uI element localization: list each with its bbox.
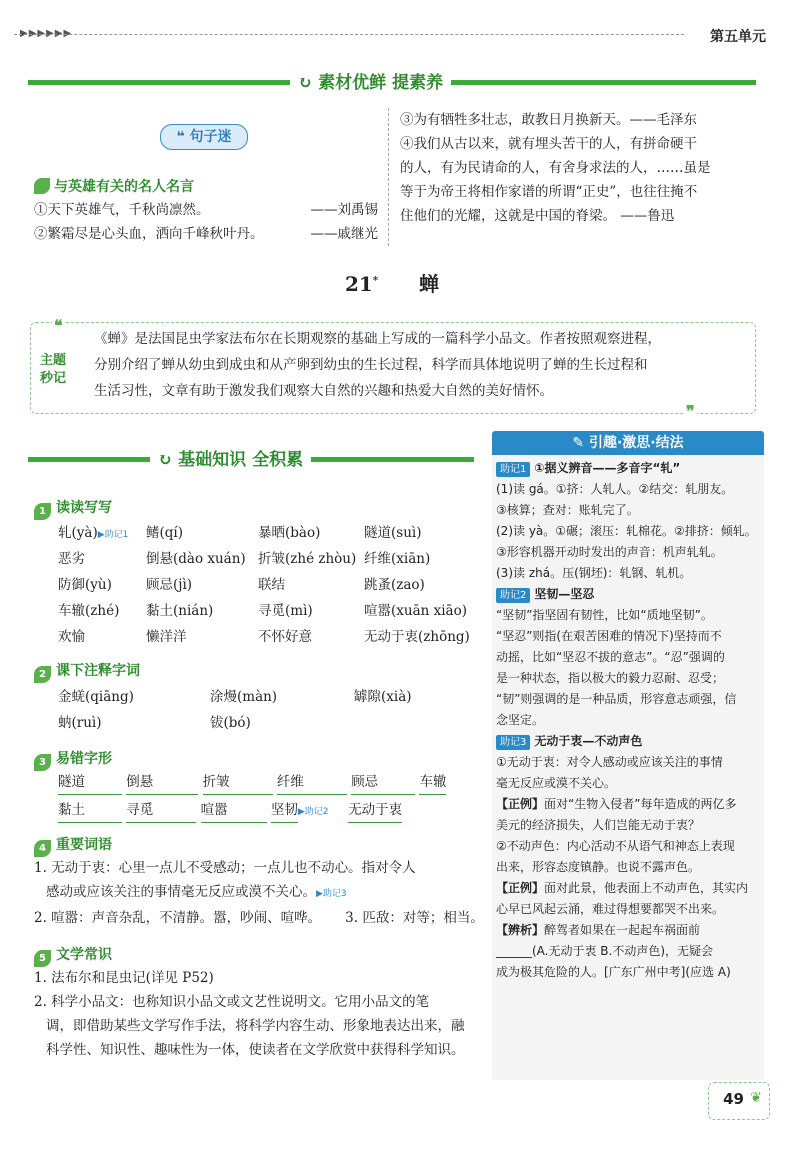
- tips-line: [496, 920, 766, 941]
- tips-line: [496, 794, 766, 815]
- tip-tag: 助记2: [496, 588, 530, 603]
- tips-line: [496, 815, 766, 836]
- tips-text: 醉驾者如果在一起起车祸面前: [544, 923, 701, 937]
- table-row: 防御(yù) 顾忌(jì) 联结 跳蚤(zao): [58, 577, 425, 593]
- number-leaf-icon: 2: [34, 666, 51, 683]
- literature-heading: 5 文学常识: [34, 944, 112, 967]
- summary-line: 《蝉》是法国昆虫学家法布尔在长期观察的基础上写成的一篇科学小品文。作者按照观察进程，: [94, 331, 661, 347]
- quote-line: 等于为帝王将相作家谱的所谓“正史”，也往往掩不: [400, 184, 698, 200]
- example-label: 【辨析】: [496, 923, 545, 937]
- lesson-title: 21* 蝉: [345, 272, 440, 296]
- tips-line: [496, 731, 766, 752]
- quote-line: 的人，有为民请命的人，有舍身求法的人，……虽是: [400, 160, 711, 176]
- tips-line: [496, 647, 766, 668]
- summary-line: 分别介绍了蝉从幼虫到成虫和从产卵到幼虫的生长过程，科学而具体地说明了蝉的生长过程和: [94, 357, 648, 373]
- vocab-item: 2. 喧嚣：声音杂乱，不清静。嚣，吵闹、喧哗。 3. 匹敌：对等；相当。: [34, 910, 484, 926]
- tips-line: [496, 668, 766, 689]
- tips-text: ①据义辨音——多音字“轧”: [534, 461, 681, 475]
- tips-line: [496, 899, 766, 920]
- tips-line: [496, 710, 766, 731]
- vocab-item: 感动或应该关注的事情毫无反应或漠不关心。▶助记3: [46, 884, 347, 900]
- tips-text: “坚忍”则指(在艰苦困难的情况下)坚持而不: [496, 629, 722, 643]
- tips-text: 无动于衷—不动声色: [534, 734, 643, 748]
- example-label: 【正例】: [496, 797, 545, 811]
- literature-item: 科学性、知识性、趣味性为一体，使读者在文学欣赏中获得科学知识。: [46, 1042, 465, 1058]
- tip-tag: 助记1: [496, 462, 530, 477]
- tips-text: 坚韧—坚忍: [534, 587, 595, 601]
- tips-text: ______(A.无动于衷 B.不动声色)，无疑会: [496, 944, 714, 958]
- tips-line: [496, 941, 766, 962]
- tips-line: [496, 836, 766, 857]
- literature-item: 1. 法布尔和昆虫记(详见 P52): [34, 970, 214, 986]
- tips-line: [496, 962, 766, 983]
- tips-text: 毫无反应或漠不关心。: [496, 776, 617, 790]
- tips-line: [496, 542, 766, 563]
- tips-line: [496, 773, 766, 794]
- table-row: 欢愉 懒洋洋 不怀好意 无动于衷(zhōng): [58, 629, 470, 645]
- summary-line: 生活习性，文章有助于激发我们观察大自然的兴趣和热爱大自然的美好情怀。: [94, 383, 553, 399]
- summary-label: 主题 秒记: [40, 353, 67, 386]
- header-arrows: ▶▶▶▶▶▶: [20, 28, 73, 39]
- tips-text: (2)读 yà。①碾；滚压：轧棉花。②排挤：倾轧。: [496, 524, 757, 538]
- tips-line: [496, 752, 766, 773]
- reading-table: [58, 518, 474, 648]
- reader-icon: ✎: [572, 435, 585, 451]
- tips-panel: [496, 458, 766, 983]
- tips-text: “坚韧”指坚固有韧性，比如“质地坚韧”。: [496, 608, 713, 622]
- notes-heading: 2 课下注释字词: [34, 660, 140, 683]
- number-leaf-icon: 3: [34, 754, 51, 771]
- tips-text: 念坚定。: [496, 713, 545, 727]
- reading-heading: 1 读读写写: [34, 497, 112, 520]
- tips-text: 美元的经济损失，人们岂能无动于衷？: [496, 818, 701, 832]
- table-row: 轧(yà)▶助记1 鳍(qí) 暴晒(bào) 隧道(suì): [58, 525, 422, 541]
- table-row: 金蜣(qiāng) 涂熳(màn) 罅隙(xià): [58, 689, 412, 705]
- tips-text: 面对“生物入侵者”每年造成的两亿多: [544, 797, 737, 811]
- typos-heading: 3 易错字形: [34, 748, 112, 771]
- quote-item: ②繁霜尽是心头血，洒向千峰秋叶丹。 ——戚继光: [34, 226, 378, 242]
- tips-text: 面对此景，他表面上不动声色，其实内: [544, 881, 749, 895]
- quotes-right: [400, 108, 756, 228]
- section1-title: ↻ 素材优鲜 提素养: [290, 68, 451, 93]
- quote-item: ①天下英雄气，千秋尚凛然。 ——刘禹锡: [34, 202, 378, 218]
- tips-text: ②不动声色：内心活动不从语气和神态上表现: [496, 839, 735, 853]
- quote-line: ④我们从古以来，就有埋头苦干的人，有拼命硬干: [400, 136, 697, 152]
- tips-panel-header: ✎ 引趣·激思·结法: [492, 431, 764, 455]
- tips-text: 出来，形容态度镇静。也说不露声色。: [496, 860, 701, 874]
- vocab-item: 1. 无动于衷：心里一点儿不受感动；一点儿也不动心。指对令人: [34, 860, 416, 876]
- tips-line: [496, 689, 766, 710]
- typos-row: 隧道 倒悬 折皱 纤维 顾忌 车辙: [58, 770, 446, 795]
- literature-item: 调，即借助某些文学写作手法，将科学内容生动、形象地表达出来，融: [46, 1018, 465, 1034]
- tips-line: [496, 500, 766, 521]
- typos-row: 黏土 寻觅 喧嚣 坚韧▶助记2 无动于衷: [58, 798, 402, 824]
- quote-line: 住他们的光耀，这就是中国的脊梁。 ——鲁迅: [400, 208, 675, 224]
- tips-text: ①无动于衷：对令人感动或应该关注的事情: [496, 755, 723, 769]
- tips-line: [496, 563, 766, 584]
- quotes-left: [34, 198, 378, 246]
- unit-title: 第五单元: [710, 29, 766, 45]
- vocab-heading: 4 重要词语: [34, 834, 112, 857]
- tips-text: (1)读 gá。①挤：人轧人。②结交：轧朋友。: [496, 482, 734, 496]
- tips-line: [496, 458, 766, 479]
- number-leaf-icon: 1: [34, 503, 51, 520]
- tips-text: ③核算；查对：账轧完了。: [496, 503, 639, 517]
- tips-text: 是一种状态，指以极大的毅力忍耐、忍受；: [496, 671, 725, 685]
- section2-title: ↻ 基础知识 全积累: [150, 445, 311, 470]
- tips-line: [496, 626, 766, 647]
- tips-text: “韧”则强调的是一种品质，形容意志顽强，信: [496, 692, 737, 706]
- leaf-icon: [34, 178, 50, 194]
- quotes-heading: 与英雄有关的名人名言: [34, 176, 194, 196]
- tips-line: [496, 878, 766, 899]
- tips-text: ③形容机器开动时发出的声音：机声轧轧。: [496, 545, 723, 559]
- tips-line: [496, 521, 766, 542]
- number-leaf-icon: 4: [34, 840, 51, 857]
- summary-text: [94, 326, 754, 404]
- quotes-divider: [388, 108, 389, 246]
- table-row: 恶劣 倒悬(dào xuán) 折皱(zhé zhòu) 纤维(xiān): [58, 551, 431, 567]
- tips-text: 心早已风起云涌，难过得想要都哭不出来。: [496, 902, 725, 916]
- tips-text: 成为极其危险的人。[广东广州中考](应选 A): [496, 965, 731, 979]
- refresh-icon: ↻: [158, 450, 173, 470]
- tips-line: [496, 479, 766, 500]
- open-quote-icon: ❝: [54, 316, 63, 335]
- sentence-badge: ❝ 句子迷: [160, 124, 248, 150]
- tips-line: [496, 605, 766, 626]
- tip-tag: 助记3: [496, 735, 530, 750]
- quote-line: ③为有牺牲多壮志，敢教日月换新天。——毛泽东: [400, 112, 697, 128]
- refresh-icon: ↻: [298, 73, 313, 93]
- tips-line: [496, 584, 766, 605]
- tips-line: [496, 857, 766, 878]
- literature-item: 2. 科学小品文：也称知识小品文或文艺性说明文。它用小品文的笔: [34, 994, 430, 1010]
- tips-text: 动摇，比如“坚忍不拔的意志”。“忍”强调的: [496, 650, 725, 664]
- page-number: 49: [723, 1090, 744, 1108]
- table-row: 蚋(ruì) 钹(bó): [58, 715, 251, 731]
- example-label: 【正例】: [496, 881, 545, 895]
- table-row: 车辙(zhé) 黏土(nián) 寻觅(mì) 喧嚣(xuān xiāo): [58, 603, 467, 619]
- tips-text: (3)读 zhá。压(钢坯)：轧钢、轧机。: [496, 566, 692, 580]
- quote-icon: ❝: [176, 129, 185, 145]
- close-quote-icon: ❞: [686, 402, 695, 421]
- header-divider: [14, 34, 684, 35]
- number-leaf-icon: 5: [34, 950, 51, 967]
- notes-table: [58, 682, 412, 734]
- vocab-list: [34, 856, 484, 930]
- leaf-icon: ❦: [750, 1090, 762, 1106]
- literature-list: [34, 966, 478, 1062]
